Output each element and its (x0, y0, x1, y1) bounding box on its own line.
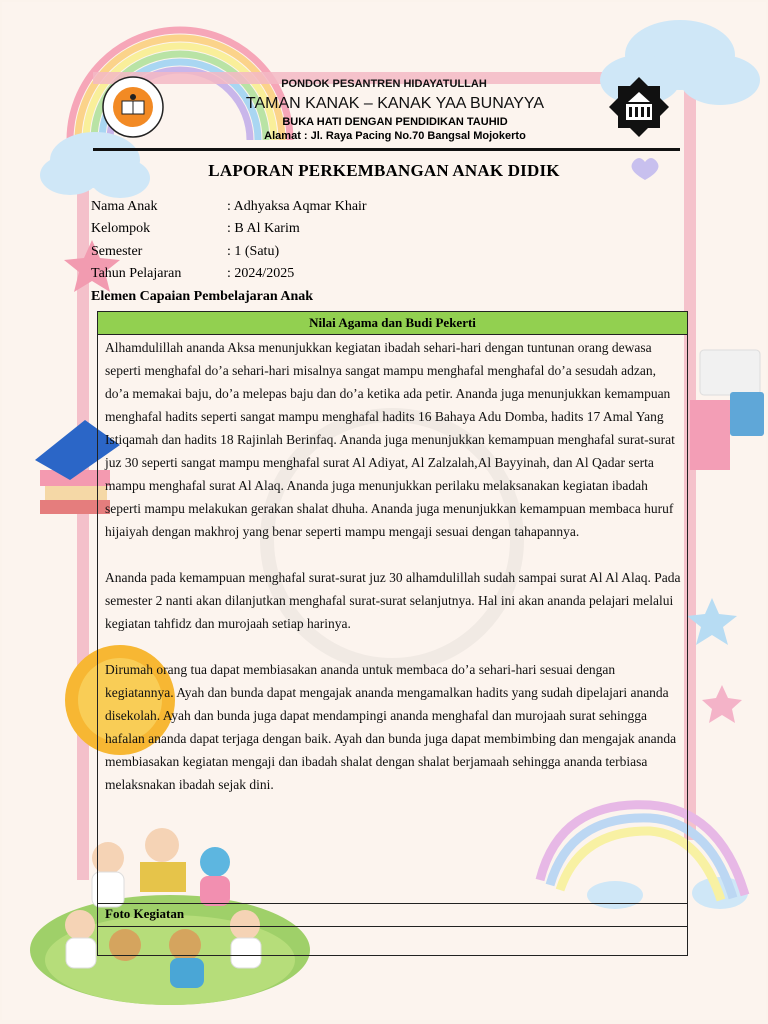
table-body (105, 336, 681, 796)
assessment-table (97, 311, 688, 956)
org-name: PONDOK PESANTREN HIDAYATULLAH (281, 78, 487, 90)
header-divider (93, 148, 680, 151)
paragraph-3: Dirumah orang tua dapat membiasakan ananda untuk membaca do’a sehari-hari sesuai dengan kegiatannya. Ayah dan bunda dapat mengajak ananda mengamalkan hadits yang sudah dipelajari ananda disekolah. Ayah dan bunda juga dapat mendampingi ananda menghafal dan murojaah surat sehingga hafalan ananda dapat terjaga dengan baik. Ayah dan bunda juga dapat membimbing dan mengajak ananda membiasakan kegiatan mengaji dan ibadah shalat dengan shalat berjamaah sehingga ananda terbiasa melaksnakan ibadah sejak dini. (105, 662, 677, 792)
info-value: : B Al Karim (227, 221, 300, 236)
info-value: : Adhyaksa Aqmar Khair (227, 199, 367, 214)
section-heading: Elemen Capaian Pembelajaran Anak (91, 289, 314, 304)
table-header: Nilai Agama dan Budi Pekerti (98, 312, 687, 335)
info-value: : 2024/2025 (227, 266, 295, 281)
info-value: : 1 (Satu) (227, 244, 280, 259)
school-address: Alamat : Jl. Raya Pacing No.70 Bangsal Mojokerto (264, 130, 526, 142)
paragraph-2: Ananda pada kemampuan menghafal surat-surat juz 30 alhamdulillah sudah sampai surat Al Al Alaq. Pada semester 2 nanti akan dilanjutkan menghafal surat-surat selanjutnya. Hal ini akan ananda pelajari melalui kegiatan tahfidz dan murojaah setiap harinya. (105, 570, 681, 631)
foto-row (98, 903, 687, 927)
info-label: Semester (91, 244, 143, 259)
info-label: Nama Anak (91, 199, 158, 214)
info-label: Kelompok (91, 221, 151, 236)
paragraph-1: Alhamdulillah ananda Aksa menunjukkan kegiatan ibadah sehari-hari dengan tuntunan orang dewasa seperti menghafal do’a sehari-hari misalnya sangat mampu menghafal menghafal do’a sesudah adzan, do’a memakai baju, do’a melepas baju dan do’a ketika ada petir. Ananda juga menunjukkan kemampuan menghafal hadits seperti sangat mampu menghafal hadits 16 Bahaya Adu Domba, hadits 17 Amal Yang Istiqamah dan hadits 18 Rajinlah Berinfaq. Ananda juga menunjukkan kemampuan menghafal surat-surat juz 30 seperti sangat mampu menghafal surat Al Adiyat, Al Zalzalah,Al Bayyinah, dan Al Qadar serta mampu menghafal surat Al Alaq. Ananda juga menunjukkan perilaku melaksanakan kegiatan ibadah seperti mampu melakukan gerakan shalat dhuha. Ananda juga menunjukkan kemampuan membaca huruf hijaiyah dengan makhroj yang benar seperti mampu mengaji sesuai dengan tahapannya. (105, 340, 675, 539)
school-name: TAMAN KANAK – KANAK YAA BUNAYYA (245, 95, 545, 112)
page-title: LAPORAN PERKEMBANGAN ANAK DIDIK (208, 161, 560, 180)
school-motto: BUKA HATI DENGAN PENDIDIKAN TAUHID (282, 116, 508, 128)
info-label: Tahun Pelajaran (91, 266, 182, 281)
foto-label: Foto Kegiatan (105, 906, 185, 921)
